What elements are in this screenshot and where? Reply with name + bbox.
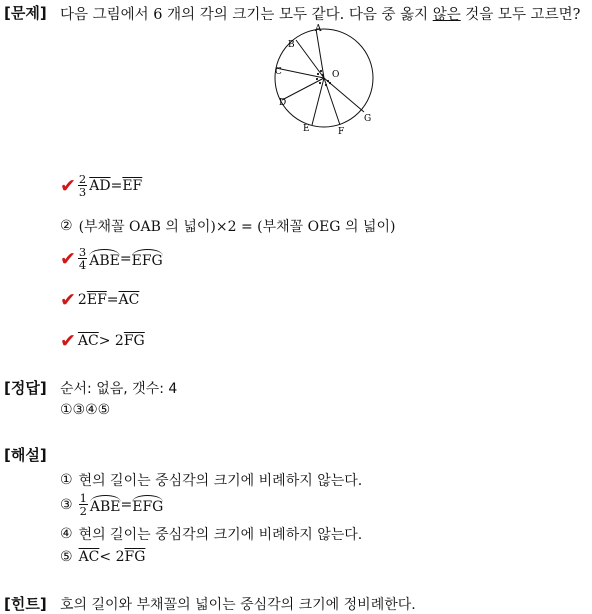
fraction: $\frac{3}{4}$	[78, 245, 87, 273]
operator: < 2	[99, 549, 125, 565]
explanation-number: ③	[60, 496, 73, 513]
label-o: O	[332, 70, 340, 80]
operator: =	[120, 496, 133, 513]
check-icon: ✔	[60, 247, 76, 270]
explanation-number: ⑤	[60, 549, 73, 565]
problem-text-after: 것을 모두 고르면?	[460, 7, 581, 23]
segment-ef: $\overline{EF}$	[122, 177, 143, 194]
operator: =	[106, 292, 119, 308]
explanation-number: ①	[60, 472, 73, 488]
arc-efg: EFG	[132, 249, 163, 269]
arc-efg: EFG	[132, 495, 163, 515]
problem-tag: [문제]	[4, 4, 47, 22]
segment-fg: $\overline{FG}$	[123, 333, 145, 349]
explanation-line-3	[60, 524, 362, 544]
option-4	[60, 289, 139, 311]
explanation-line-1	[60, 470, 362, 490]
answer-line-1: 순서: 없음, 갯수: 4	[60, 381, 178, 397]
fraction: $\frac{1}{2}$	[79, 491, 87, 519]
problem-text	[60, 3, 580, 24]
radius-oe	[312, 78, 324, 125]
segment-fg: $\overline{FG}$	[124, 549, 146, 565]
option-5	[60, 330, 145, 352]
explanation-line-4	[60, 549, 145, 565]
segment-ac: $\overline{AC}$	[77, 333, 99, 349]
operator: =	[119, 250, 132, 267]
option-number: ②	[60, 218, 73, 234]
explanation-text: 현의 길이는 중심각의 크기에 비례하지 않는다.	[78, 527, 363, 543]
option-1	[60, 173, 142, 198]
label-d: D	[279, 98, 287, 108]
problem-text-before: 다음 그림에서 6 개의 각의 크기는 모두 같다. 다음 중 옳지	[60, 7, 433, 23]
label-c: C	[275, 67, 282, 77]
hint-tag: [힌트]	[4, 595, 47, 613]
label-a: A	[315, 24, 322, 34]
problem-text-underlined: 않은	[432, 7, 461, 23]
coefficient: 2	[77, 292, 87, 308]
explanation-text: 현의 길이는 중심각의 크기에 비례하지 않는다.	[78, 473, 363, 489]
label-e: E	[303, 124, 310, 134]
check-icon: ✔	[60, 330, 76, 352]
arc-abe: ABE	[90, 495, 121, 515]
radius-ob	[296, 40, 324, 78]
radius-od	[282, 78, 324, 100]
explanation-number: ④	[60, 526, 73, 542]
explanation-line-2	[60, 492, 163, 517]
operator: =	[110, 177, 123, 194]
explanation-tag: [해설]	[4, 446, 47, 464]
fraction: $\frac{2}{3}$	[78, 172, 87, 200]
label-b: B	[288, 40, 295, 50]
check-icon: ✔	[60, 289, 76, 311]
check-icon: ✔	[60, 174, 76, 197]
segment-ad: $\overline{AD}$	[89, 177, 111, 194]
option-3	[60, 246, 163, 271]
segment-ef: $\overline{EF}$	[86, 292, 107, 308]
radius-oc	[276, 68, 324, 78]
segment-ac: $\overline{AC}$	[78, 549, 100, 565]
answer-line-2: ①③④⑤	[60, 402, 111, 418]
label-g: G	[364, 114, 372, 124]
option-2	[60, 216, 395, 236]
option-text: (부채꼴 OAB 의 넓이)×2 = (부채꼴 OEG 의 넓이)	[78, 219, 396, 235]
answer-tag: [정답]	[4, 379, 47, 397]
circle-figure	[268, 22, 384, 144]
arc-abe: ABE	[89, 249, 120, 269]
label-f: F	[338, 127, 345, 137]
hint-text: 호의 길이와 부채꼴의 넓이는 중심각의 크기에 정비례한다.	[60, 597, 416, 613]
segment-ac: $\overline{AC}$	[118, 292, 140, 308]
operator: > 2	[98, 333, 124, 349]
